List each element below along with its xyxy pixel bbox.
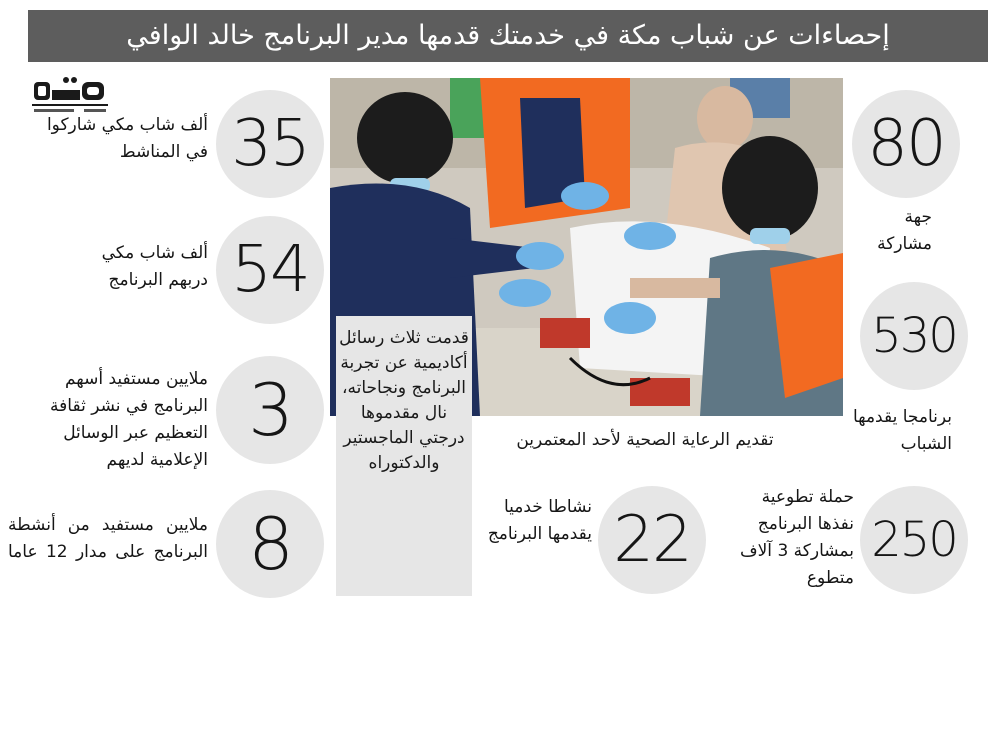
title-bar bbox=[28, 10, 988, 62]
stat-number: 250 bbox=[871, 512, 957, 568]
page-title: إحصاءات عن شباب مكة في خدمتك قدمها مدير البرنامج خالد الوافي bbox=[126, 20, 890, 51]
stat-text-80: جهة مشاركة bbox=[877, 207, 932, 254]
stat-text-8: ملايين مستفيد من أنشطة البرنامج على مدار 12 عاما bbox=[8, 515, 208, 562]
stat-text-22: نشاطا خدميا يقدمها البرنامج bbox=[487, 497, 592, 544]
stat-circle-22 bbox=[598, 486, 706, 594]
stat-number: 530 bbox=[871, 308, 957, 364]
stat-circle-35 bbox=[216, 90, 324, 198]
stat-circle-250 bbox=[860, 486, 968, 594]
stat-number: 80 bbox=[867, 107, 945, 181]
stat-circle-530 bbox=[860, 282, 968, 390]
stat-circle-54 bbox=[216, 216, 324, 324]
stat-text-530: برنامجا يقدمها الشباب bbox=[852, 407, 952, 454]
stat-text-35: ألف شاب مكي شاركوا في المناشط bbox=[46, 115, 208, 162]
stat-number: 54 bbox=[231, 233, 309, 307]
stat-number: 35 bbox=[231, 107, 309, 181]
stat-circle-80 bbox=[852, 90, 960, 198]
stat-number: 3 bbox=[248, 368, 292, 452]
stat-circle-3 bbox=[216, 356, 324, 464]
stat-text-54: ألف شاب مكي دربهم البرنامج bbox=[101, 243, 208, 290]
academic-note-text: قدمت ثلاث رسائل أكاديمية عن تجربة البرنامج ونجاحاته، نال مقدموها درجتي الماجستير والدكتوراه bbox=[339, 328, 469, 473]
academic-note bbox=[336, 316, 472, 596]
stat-number: 8 bbox=[248, 502, 292, 586]
stat-text-3: ملايين مستفيد أسهم البرنامج في نشر ثقافة التعظيم عبر الوسائل الإعلامية لديهم bbox=[50, 369, 208, 470]
stat-text-250: حملة تطوعية نفذها البرنامج بمشاركة 3 آلاف متطوع bbox=[739, 487, 854, 588]
stat-circle-8 bbox=[216, 490, 324, 598]
photo-caption: تقديم الرعاية الصحية لأحد المعتمرين bbox=[516, 430, 774, 450]
stat-number: 22 bbox=[613, 503, 691, 577]
